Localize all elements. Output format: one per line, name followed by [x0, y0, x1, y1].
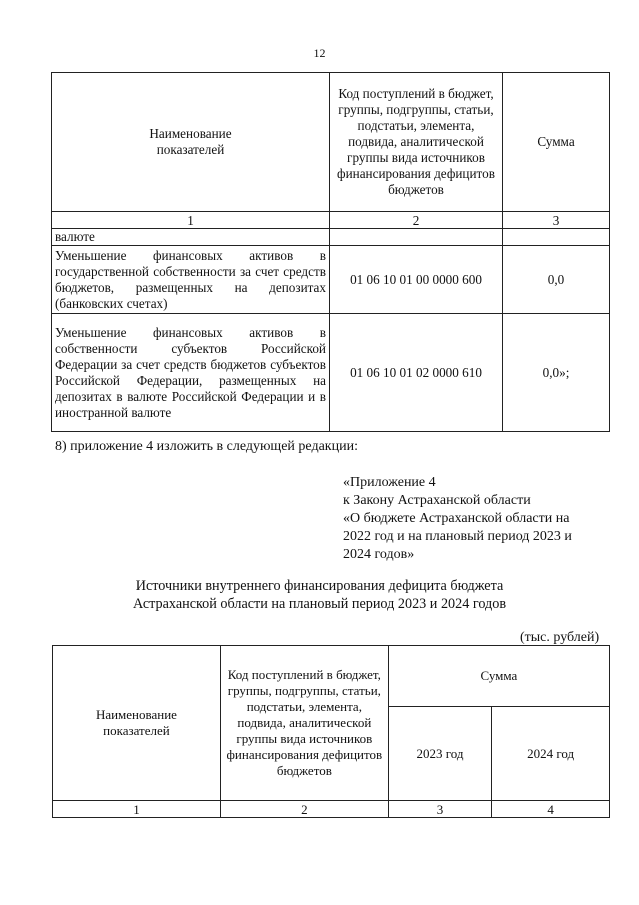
appendix-line: «Приложение 4: [343, 475, 436, 490]
header-code: Код поступлений в бюджет, группы, подгруппы, статьи, подстатьи, элемента, подвида, аналитической группы вида источников финансирования дефицитов бюджетов: [220, 646, 388, 801]
title-line: Источники внутреннего финансирования дефицита бюджета: [135, 578, 504, 594]
header-name: Наименование показателей: [53, 646, 221, 801]
column-number: 4: [492, 801, 610, 818]
appendix-heading: [343, 474, 603, 564]
table-row: [52, 314, 610, 432]
row-name: Уменьшение финансовых активов в государственной собственности за счет средств бюджетов, размещенных на депозитах (банковских счетах): [52, 246, 330, 314]
title-line: Астраханской области на плановый период 2023 и 2024 годов: [132, 596, 507, 612]
page-number: 12: [313, 46, 326, 60]
header-name: Наименование показателей: [52, 73, 330, 212]
column-number: 1: [53, 801, 221, 818]
row-sum: 0,0: [503, 246, 610, 314]
row-sum: 0,0»;: [503, 314, 610, 432]
row-sum: [503, 229, 610, 246]
header-sum: Сумма: [388, 646, 609, 707]
appendix-line: «О бюджете Астраханской области на: [343, 511, 570, 526]
table-row: [52, 246, 610, 314]
column-number: 2: [330, 212, 503, 229]
unit-label: (тыс. рублей): [520, 630, 600, 645]
header-code: Код поступлений в бюджет, группы, подгруппы, статьи, подстатьи, элемента, подвида, аналитической группы вида источников финансирования дефицитов бюджетов: [330, 73, 503, 212]
appendix-line: 2024 годов»: [343, 547, 415, 562]
header-sum: Сумма: [503, 73, 610, 212]
column-number: 3: [503, 212, 610, 229]
table-header-row: [53, 646, 610, 707]
table-header-row: [52, 73, 610, 212]
sources-table-continued: [51, 72, 610, 432]
column-number-row: [53, 801, 610, 818]
row-name: Уменьшение финансовых активов в собственности субъектов Российской Федерации за счет средств бюджетов субъектов Российской Федерации, размещенных на депозитах в валюте Российской Федерации и в иностранной валюте: [52, 314, 330, 432]
column-number: 2: [220, 801, 388, 818]
row-code: [330, 229, 503, 246]
amendment-text: 8) приложение 4 изложить в следующей редакции:: [55, 439, 358, 454]
column-number: 1: [52, 212, 330, 229]
table-row: [52, 229, 610, 246]
appendix-line: к Закону Астраханской области: [343, 493, 531, 508]
row-code: 01 06 10 01 02 0000 610: [330, 314, 503, 432]
column-number-row: [52, 212, 610, 229]
header-year-2023: 2023 год: [388, 707, 492, 801]
appendix-line: 2022 год и на плановый период 2023 и: [343, 529, 572, 544]
sources-table: [52, 645, 610, 818]
column-number: 3: [388, 801, 492, 818]
row-name: валюте: [52, 229, 330, 246]
header-year-2024: 2024 год: [492, 707, 610, 801]
document-title: [0, 577, 639, 613]
row-code: 01 06 10 01 00 0000 600: [330, 246, 503, 314]
